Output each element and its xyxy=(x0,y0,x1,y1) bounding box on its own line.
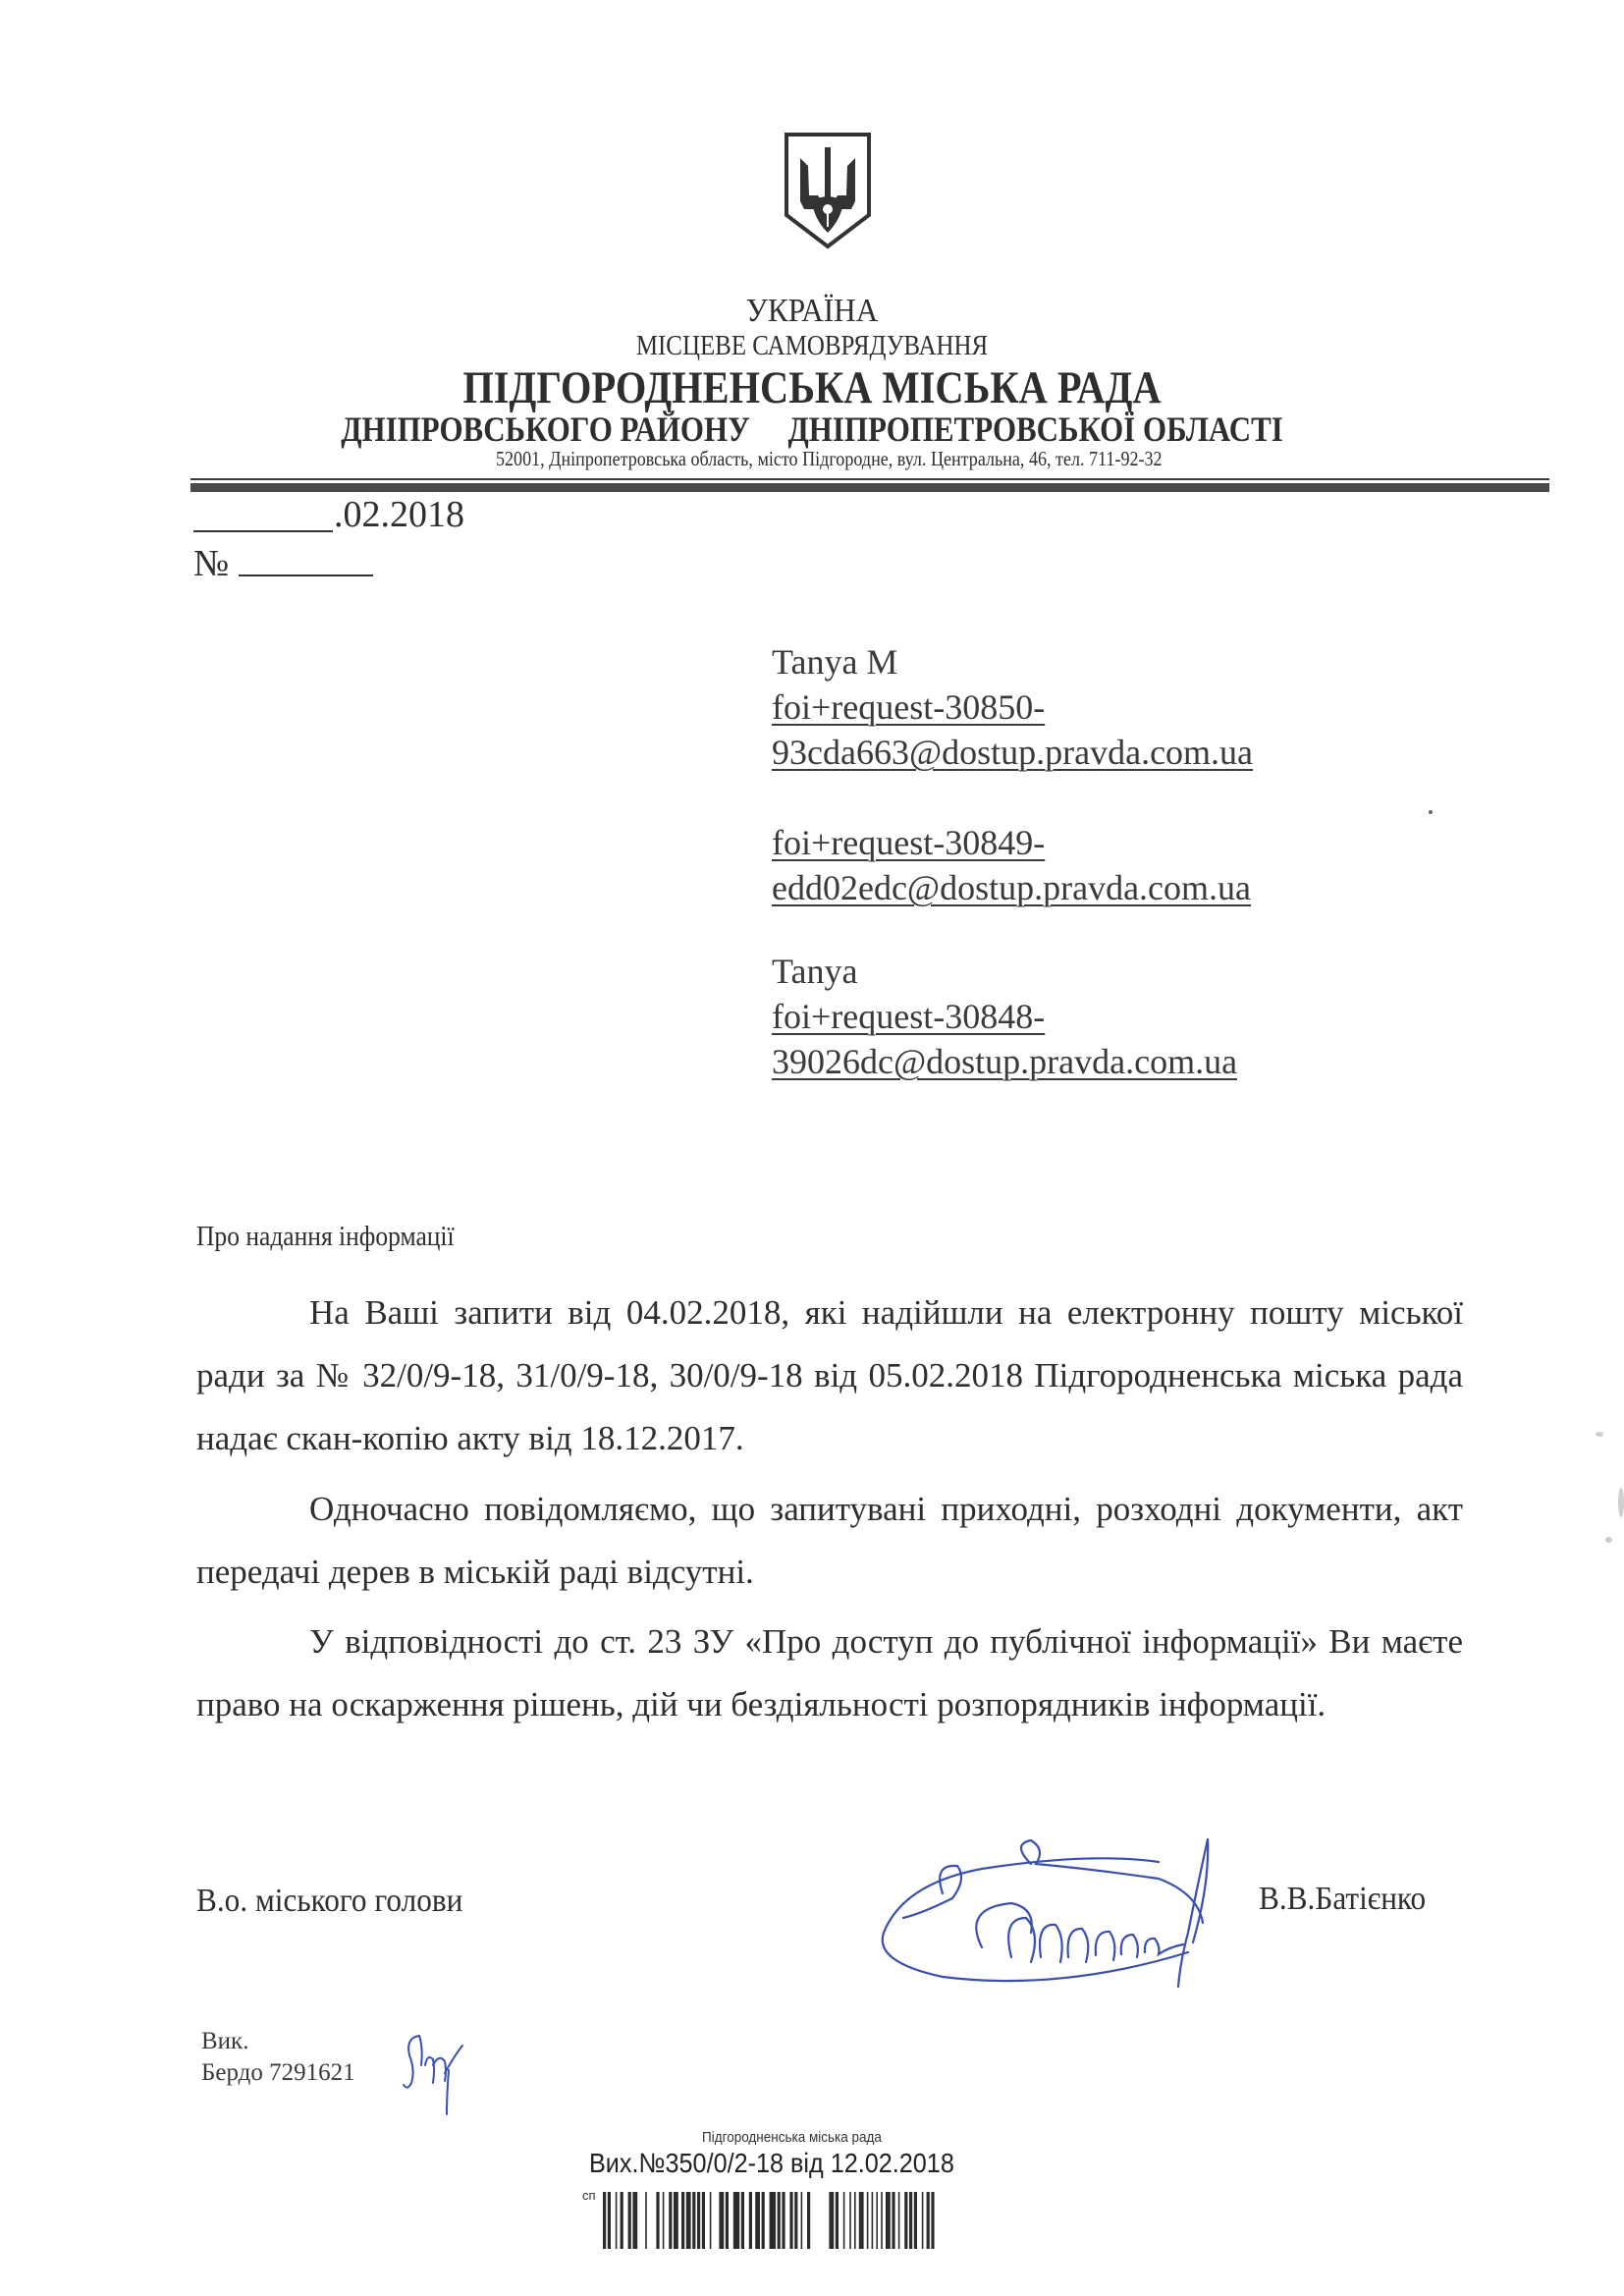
barcode-bar xyxy=(616,2192,618,2249)
recipient-email-line[interactable]: foi+request-30848- xyxy=(772,997,1046,1036)
recipient-block xyxy=(772,639,1253,775)
barcode xyxy=(603,2192,996,2251)
barcode-bar xyxy=(621,2192,623,2249)
barcode-bar xyxy=(778,2192,781,2249)
barcode-bar xyxy=(726,2192,729,2249)
barcode-bar xyxy=(829,2192,834,2249)
letterhead-council-name: ПІДГОРОДНЕНСЬКА МІСЬКА РАДА xyxy=(462,362,1162,413)
barcode-bar xyxy=(686,2192,691,2249)
barcode-bar xyxy=(927,2192,930,2249)
barcode-bar xyxy=(755,2192,760,2249)
body-paragraph-text: Одночасно повідомляємо, що запитувані приходні, розходні документи, акт передачі дерев в міській раді відсутні. xyxy=(196,1490,1463,1591)
barcode-bar xyxy=(859,2192,864,2249)
registration-stamp-org: Підгородненська міська рада xyxy=(702,2129,882,2146)
barcode-bar xyxy=(681,2192,684,2249)
barcode-bar xyxy=(741,2192,744,2249)
recipient-email-line[interactable]: 39026dc@dostup.pravda.com.ua xyxy=(772,1042,1238,1081)
barcode-bar xyxy=(914,2192,917,2249)
registration-stamp-prefix: сп xyxy=(582,2188,596,2203)
executor-initials-signature xyxy=(398,2026,476,2119)
barcode-bar xyxy=(881,2192,883,2249)
barcode-bar xyxy=(876,2192,878,2249)
barcode-bar xyxy=(656,2192,659,2249)
barcode-bar xyxy=(922,2192,924,2249)
barcode-bar xyxy=(645,2192,647,2249)
letterhead-rule-thick xyxy=(190,483,1549,492)
body-paragraph xyxy=(196,1282,1463,1470)
barcode-bar xyxy=(669,2192,672,2249)
recipient-block xyxy=(772,820,1251,910)
letterhead-country: УКРАЇНА xyxy=(745,293,879,329)
barcode-bar xyxy=(843,2192,845,2249)
barcode-bar xyxy=(632,2192,637,2249)
barcode-bar xyxy=(886,2192,891,2249)
letter-number-sign: № xyxy=(193,543,230,584)
scan-speck xyxy=(1618,1488,1624,1517)
barcode-bar xyxy=(909,2192,912,2249)
letterhead-region xyxy=(114,409,1510,450)
signatory-name: В.В.Батієнко xyxy=(1259,1881,1427,1917)
barcode-bar xyxy=(674,2192,678,2249)
date-blank-line xyxy=(193,530,333,532)
recipient-name: Tanya M xyxy=(772,642,898,682)
scan-speck xyxy=(1596,1432,1603,1437)
recipient-block xyxy=(772,949,1237,1084)
barcode-bar xyxy=(931,2192,934,2249)
scan-speck xyxy=(1605,1537,1612,1543)
number-blank-line xyxy=(239,574,373,576)
barcode-bar xyxy=(782,2192,785,2249)
body-paragraph-text: У відповідності до ст. 23 ЗУ «Про доступ до публічної інформації» Ви маєте право на оскарження рішень, дій чи бездіяльності розпорядників інформації. xyxy=(196,1622,1463,1723)
letter-subject: Про надання інформації xyxy=(196,1221,455,1252)
executor-label: Вик. xyxy=(201,2028,249,2054)
barcode-bar xyxy=(749,2192,752,2249)
barcode-bar xyxy=(628,2192,631,2249)
letterhead-address: 52001, Дніпропетровська область, місто Підгородне, вул. Центральна, 46, тел. 711-92-32 xyxy=(496,447,1163,470)
barcode-bar xyxy=(892,2192,894,2249)
barcode-bar xyxy=(762,2192,765,2249)
barcode-bar xyxy=(608,2192,611,2249)
barcode-bar xyxy=(663,2192,665,2249)
recipient-name: Tanya xyxy=(772,952,858,991)
barcode-bar xyxy=(702,2192,705,2249)
body-paragraph-text: На Ваші запити від 04.02.2018, які надійшли на електронну пошту міської ради за № 32/0/9-18, 31/0/9-18, 30/0/9-18 від 05.02.2018 Підгородненська міська рада надає скан-копію акту від 18.12.2017. xyxy=(196,1293,1463,1457)
recipient-email-line[interactable]: edd02edc@dostup.pravda.com.ua xyxy=(772,868,1252,907)
barcode-bar xyxy=(849,2192,851,2249)
barcode-bar xyxy=(710,2192,712,2249)
letterhead-rule-thin xyxy=(190,478,1549,480)
coat-of-arms-icon xyxy=(783,131,873,250)
recipient-email-line[interactable]: foi+request-30850- xyxy=(772,687,1046,727)
recipient-email-line[interactable]: foi+request-30849- xyxy=(772,823,1046,862)
barcode-bar xyxy=(836,2192,839,2249)
barcode-bar xyxy=(794,2192,797,2249)
body-paragraph xyxy=(196,1478,1463,1604)
barcode-bar xyxy=(801,2192,803,2249)
letterhead-district: ДНІПРОВСЬКОГО РАЙОНУ xyxy=(341,410,750,449)
barcode-bar xyxy=(603,2192,606,2249)
barcode-bar xyxy=(867,2192,869,2249)
scan-speck xyxy=(1429,810,1433,814)
recipient-email-line[interactable]: 93cda663@dostup.pravda.com.ua xyxy=(772,733,1254,772)
barcode-bar xyxy=(733,2192,739,2249)
registration-stamp-number: Вих.№350/0/2-18 від 12.02.2018 xyxy=(589,2148,954,2178)
barcode-bar xyxy=(854,2192,856,2249)
barcode-bar xyxy=(692,2192,695,2249)
barcode-bar xyxy=(719,2192,724,2249)
body-paragraph xyxy=(196,1611,1463,1736)
barcode-bar xyxy=(770,2192,776,2249)
executor-name-phone: Бердо 7291621 xyxy=(201,2059,355,2086)
executor-info xyxy=(201,2026,355,2089)
signatory-title: В.о. міського голови xyxy=(196,1883,463,1919)
letter-date: .02.2018 xyxy=(334,494,464,535)
barcode-bar xyxy=(872,2192,874,2249)
handwritten-signature xyxy=(864,1825,1276,1992)
barcode-bar xyxy=(904,2192,907,2249)
barcode-bar xyxy=(807,2192,810,2249)
letterhead-oblast: ДНІПРОПЕТРОВСЬКОЇ ОБЛАСТІ xyxy=(787,410,1283,449)
barcode-bar xyxy=(697,2192,700,2249)
letterhead-subtitle: МІСЦЕВЕ САМОВРЯДУВАННЯ xyxy=(635,330,989,361)
barcode-bar xyxy=(789,2192,792,2249)
barcode-bar xyxy=(898,2192,900,2249)
